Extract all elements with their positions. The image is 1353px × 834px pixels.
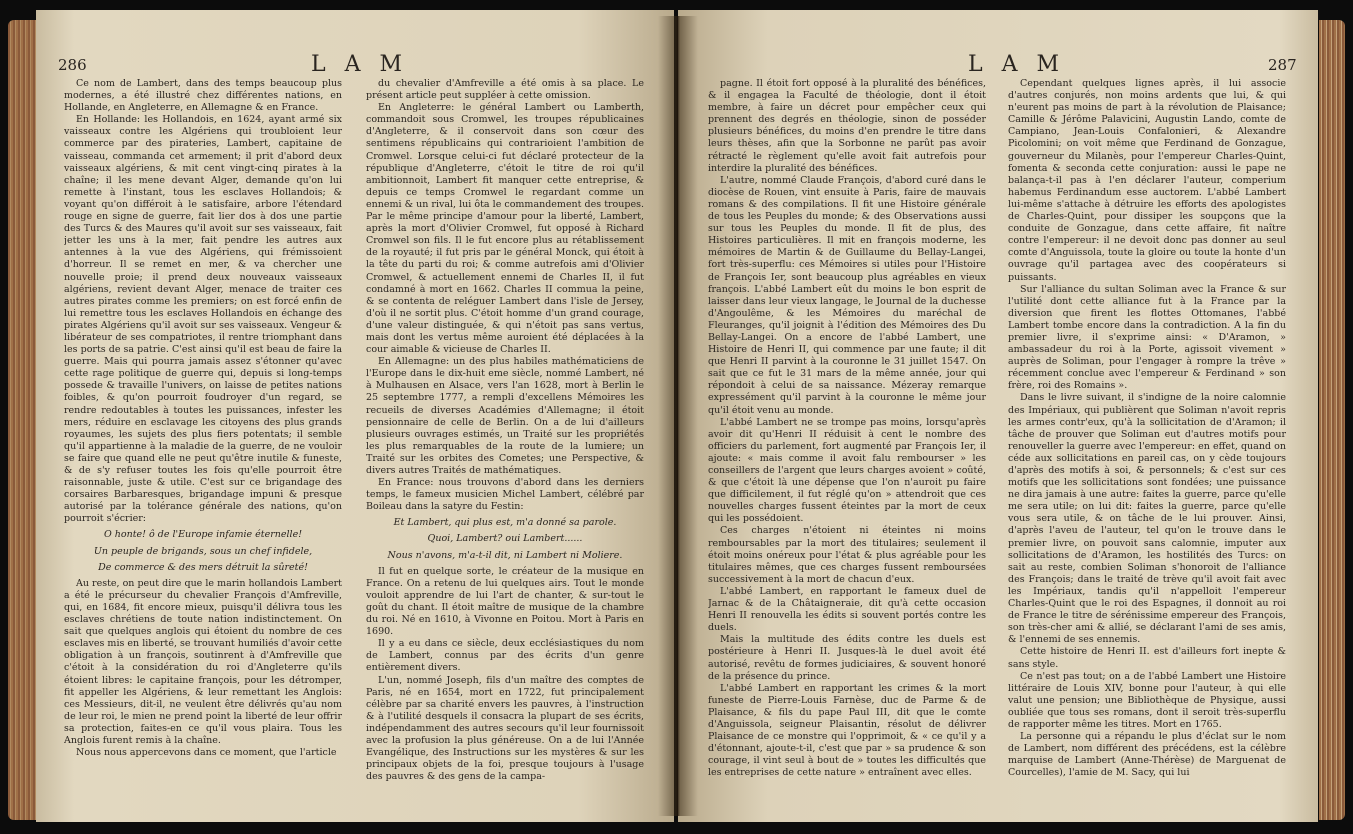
text-column-2 — [1008, 78, 1286, 808]
paragraph: Nous nous appercevons dans ce moment, que l'article — [76, 747, 337, 759]
verse-line: Un peuple de brigands, sous un chef infidele, — [93, 545, 313, 557]
book-gutter — [658, 16, 698, 816]
paragraph: L'abbé Lambert, en rapportant le fameux duel de Jarnac & de la Châtaigneraie, dit qu'à cette occasion Henri II renouvella les édits si souvent portés contre les duels. — [708, 585, 986, 634]
text-column-1 — [708, 78, 986, 808]
text-column-1 — [64, 78, 342, 798]
paragraph: En Allemagne: un des plus habiles mathématiciens de l'Europe dans le dix-huit eme siècle, nommé Lambert, né à Mulhausen en Alsace, vers l'an 1628, mort à Berlin le 25 septembre 1777, a rempli d'excellens Mémoires les recueils de diverses Académies d'Allemagne; il étoit pensionnaire de celle de Berlin. On a de lui d'ailleurs plusieurs ouvrages estimés, un Traité sur les propriétés les plus remarquables de la route de la lumiere; un Traité sur les orbites des Cometes; une Perspective, & divers autres Traités de mathématiques. — [366, 356, 644, 476]
verse-line: Et Lambert, qui plus est, m'a donné sa parole. — [393, 517, 617, 529]
paragraph: pagne. Il étoit fort opposé à la pluralité des bénéfices, & il engagea la Faculté de théologie, dont il étoit membre, à faire un décret pour empêcher ceux qui prennent des degrés en théologie, sinon de posséder plusieurs bénéfices, du moins d'en prendre le titre dans leurs thèses, afin que la Sorbonne ne parût pas avoir rétracté le règlement qu'elle avoit fait autrefois pour interdire la pluralité des bénéfices. — [708, 78, 986, 174]
paragraph: Il fut en quelque sorte, le créateur de la musique en France. On a retenu de lui quelques airs. Tout le monde vouloit apprendre de lui l'art de chanter, & sur-tout le goût du chant. Il étoit maître de musique de la chambre du roi. Né en 1610, à Vivonne en Poitou. Mort à Paris en 1690. — [366, 565, 644, 638]
page-edges-right — [1319, 20, 1345, 820]
left-page — [36, 10, 674, 822]
paragraph: La personne qui a répandu le plus d'éclat sur le nom de Lambert, nom différent des précédens, est la célèbre marquise de Lambert (Anne-Thérèse) de Marguenat de Courcelles), l'amie de M. Sacy, qui lui — [1008, 731, 1286, 779]
paragraph: Il y a eu dans ce siècle, deux ecclésiastiques du nom de Lambert, connus par des écrits d'un genre entièrement divers. — [366, 638, 644, 674]
page-edges-left — [8, 20, 38, 820]
paragraph: Mais la multitude des édits contre les duels est postérieure à Henri II. Jusques-là le duel avoit été autorisé, revêtu de formes judiciaires, & souvent honoré de la présence du prince. — [708, 634, 986, 682]
paragraph: L'autre, nommé Claude François, d'abord curé dans le diocèse de Rouen, vint ensuite à Paris, faire de mauvais romans & des compilations. Il fit une Histoire générale de tous les Peuples du monde; & des Observations aussi sur tous les Peuples du monde. Il fit de plus, des Histoires particulières. Il mit en françois moderne, les mémoires de Martin & de Guillaume du Bellay-Langei, fort très-superflu: ces Mémoires si utiles pour l'Histoire de François Ier, sont beaucoup plus agréables en vieux françois. L'abbé Lambert eût du moins le bon esprit de laisser dans leur vieux langage, le Journal de la duchesse d'Angoulême, & les Mémoires du maréchal de Fleuranges, qu'il joignit à l'édition des Mémoires des Du Bellay-Langei. On a encore de l'abbé Lambert, une Histoire de Henri II, qui commence par une faute; il dit que Henri II parvint à la couronne le 31 juillet 1547. On sait que ce fut le 31 mars de la même année, jour qui répondoit à celui de sa naissance. Mézeray remarque expressément qu'il parvint à la couronne le même jour qu'il étoit venu au monde. — [708, 174, 986, 416]
paragraph: Cependant quelques lignes après, il lui associe d'autres conjurés, non moins ardents que lui, & qui n'eurent pas moins de part à la révolution de Plaisance; Camille & Jérôme Palavicini, Augustin Lando, comte de Campiano, Jean-Louis Confalonieri, & Alexandre Picolomini; on voit même que Ferdinand de Gonzague, gouverneur du Milanès, pour l'empereur Charles-Quint, fomenta & seconda cette conjuration: aussi le pape ne balança-t-il pas à l'en déclarer l'auteur, comperium habemus Ferdinandum esse auctorem. L'abbé Lambert lui-même s'attache à détruire les efforts des apologistes de Charles-Quint, pour dissiper les soupçons que la conduite de Gonzague, dans cette affaire, fit naître contre l'empereur: il ne devoit donc pas donner au seul comte d'Anguissola, toute la gloire ou toute la honte d'un ouvrage qu'il partagea avec des coopérateurs si puissants. — [1008, 78, 1286, 283]
paragraph: Ce n'est pas tout; on a de l'abbé Lambert une Histoire littéraire de Louis XIV, bonne pour l'auteur, à qui elle valut une pension; une Bibliothèque de Physique, aussi oubliée que tous ses romans, dont il seroit très-superflu de rapporter même les titres. Mort en 1765. — [1008, 670, 1286, 730]
page-number: 287 — [1268, 56, 1297, 74]
page-number: 286 — [58, 56, 87, 74]
paragraph: Dans le livre suivant, il s'indigne de la noire calomnie des Impériaux, qui publièrent que Soliman n'avoit repris les armes contr'eux, qu'à la sollicitation de d'Aramon; il tâche de prouver que Soliman eut d'autres motifs pour renouveller la guerre avec l'empereur: en effet, quand on céde aux sollicitations en pareil cas, on y cède toujours d'après des motifs à soi, & personnels; & c'est sur ces motifs que les sollicitations sont fondées; une puissance ne dira jamais à une autre: faites la guerre, parce qu'elle me sera utile; on lui dit: faites la guerre, parce qu'elle vous sera utile, & on tâche de le lui prouver. Ainsi, d'après l'aveu de l'auteur, tel qu'on le trouve dans le premier livre, on pouvoit sans calomnie, imputer aux sollicitations de d'Aramon, les hostilités des Turcs: on sait au reste, combien Soliman s'honoroit de l'alliance des François; dans le traité de trève qu'il avoit fait avec les Impériaux, tandis qu'il n'appelloit l'empereur Charles-Quint que le roi des Espagnes, il donnoit au roi de France le titre de sérénissime empereur des François, son très-cher ami & allié, se déclarant l'ami de ses amis, & l'ennemi de ses ennemis. — [1008, 392, 1286, 646]
running-head: L A M — [311, 52, 409, 77]
verse-line: De commerce & des mers détruit la sûreté! — [98, 561, 308, 573]
paragraph: du chevalier d'Amfreville a été omis à sa place. Le présent article peut suppléer à cette omission. — [366, 78, 644, 102]
paragraph: Sur l'alliance du sultan Soliman avec la France & sur l'utilité dont cette alliance fut à la France par la diversion que firent les flottes Ottomanes, l'abbé Lambert tombe encore dans la contradiction. A la fin du premier livre, il s'exprime ainsi: « D'Aramon, » ambassadeur du roi à la Porte, agissoit vivement » auprès de Soliman, pour l'engager à rompre la trêve » récemment conclue avec l'empereur & Ferdinand » son frère, roi des Romains ». — [1008, 283, 1286, 392]
paragraph: Ce nom de Lambert, dans des temps beaucoup plus modernes, a été illustré chez différentes nations, en Hollande, en Angleterre, en Allemagne & en France. — [64, 78, 342, 114]
paragraph: Cette histoire de Henri II. est d'ailleurs fort inepte & sans style. — [1008, 646, 1286, 670]
text-column-2 — [366, 78, 644, 798]
paragraph: En Hollande: les Hollandois, en 1624, ayant armé six vaisseaux contre les Algériens qui troubloient leur commerce par des pirateries, Lambert, capitaine de vaisseau, commanda cet armement; il prit d'abord deux vaisseaux algériens, & mit cent vingt-cinq pirates à la chaîne; il les mene devant Alger, demande qu'on lui remette à l'instant, tous les esclaves Hollandois; & voyant qu'on différoit à le satisfaire, arbore l'étendard rouge en signe de guerre, fait lier dos à dos une partie des Turcs & des Maures qu'il avoit sur ses vaisseaux, fait jetter les uns à la mer, fait pendre les autres aux antennes à la vue des Algériens, qui frémissoient d'horreur. Il se remet en mer, & va chercher une nouvelle proie; il prend deux nouveaux vaisseaux algériens, revient devant Alger, menace de traiter ces autres pirates comme les premiers; on est forcé enfin de lui remettre tous les esclaves Hollandois en échange des pirates Algériens qu'il avoit sur ses vaisseaux. Vengeur & libérateur de ses compatriotes, il rentre triomphant dans les ports de sa patrie. C'est ainsi qu'il est beau de faire la guerre. Mais qui pourra jamais assez s'étonner qu'avec cette rage politique de guerre qui, depuis si long-temps possede & travaille l'univers, on laisse de petites nations foibles, & qu'on pourroit foudroyer d'un regard, se rendre redoutables à toutes les puissances, infester les mers, réduire en esclavage les citoyens des plus grands royaumes, les sujets des plus fiers potentats; il semble qu'il appartienne à la maladie de la guerre, de ne vouloir se faire que quand elle ne peut qu'être inutile & funeste, & de s'y refuser toutes les fois qu'elle pourroit être raisonnable, juste & utile. C'est sur ce brigandage des corsaires Barbaresques, brigandage impuni & presque autorisé par la tolérance générale des nations, qu'on pourroit s'écrier: — [64, 114, 342, 525]
paragraph: Ces charges n'étoient ni éteintes ni moins remboursables par la mort des titulaires; seulement il étoit moins onéreux pour l'état & plus agréable pour les titulaires mêmes, que ces charges fussent remboursées successivement à la mort de chacun d'eux. — [708, 525, 986, 585]
paragraph: L'abbé Lambert en rapportant les crimes & la mort funeste de Pierre-Louis Farnèse, duc de Parme & de Plaisance, & fils du pape Paul III, dit que le comte d'Anguissola, seigneur Plaisantin, résolut de délivrer Plaisance de ce monstre qui l'opprimoit, & « ce qu'il y a d'étonnant, ajoute-t-il, c'est que par » sa prudence & son courage, il vint seul à bout de » toutes les difficultés que les entreprises de cette nature » entraînent avec elles. — [708, 682, 986, 779]
paragraph: L'abbé Lambert ne se trompe pas moins, lorsqu'après avoir dit qu'Henri II réduisit à cent le nombre des officiers du parlement, fort augmenté par François Ier, il ajoute: « mais comme il avoit falu rembourser » les conseillers de l'argent que leurs charges avoient » coûté, & que c'étoit là une dépense que l'on n'auroit pu faire que difficilement, il fut réglé qu'on » attendroit que ces nouvelles charges fussent éteintes par la mort de ceux qui les possédoient. — [708, 416, 986, 525]
verse-line: Quoi, Lambert? oui Lambert...... — [427, 533, 583, 545]
verse-line: O honte! ô de l'Europe infamie éternelle! — [103, 529, 303, 541]
verse-line: Nous n'avons, m'a-t-il dit, ni Lambert ni Moliere. — [387, 549, 623, 561]
open-book — [8, 6, 1345, 828]
paragraph: En Angleterre: le général Lambert ou Lamberth, commandoit sous Cromwel, les troupes républicaines d'Angleterre, & il conservoit dans son cœur des sentimens républicains qui contrarioient l'ambition de Cromwel. Lorsque celui-ci fut déclaré protecteur de la république d'Angleterre, c'étoit le titre de roi qu'il ambitionnoit, Lambert fit manquer cette entreprise, & depuis ce temps Cromwel le regardant comme un ennemi & un rival, lui ôta le commandement des troupes. Par le même principe d'amour pour la liberté, Lambert, après la mort d'Olivier Cromwel, fut opposé à Richard Cromwel son fils. Il le fut encore plus au rétablissement de la royauté; il fut pris par le général Monck, qui étoit à la tête du parti du roi; & comme autrefois ami d'Olivier Cromwel, & actuellement ennemi de Charles II, il fut condamné à mort en 1662. Charles II commua la peine, & se contenta de reléguer Lambert dans l'isle de Jersey, d'où il ne sortit plus. C'étoit homme d'un grand courage, d'une valeur distinguée, & qui n'étoit pas sans vertus, mais dont les vertus même auroient été déplacées à la cour aimable & vicieuse de Charles II. — [366, 102, 644, 356]
paragraph: Au reste, on peut dire que le marin hollandois Lambert a été le précurseur du chevalier François d'Amfreville, qui, en 1684, fit encore mieux, puisqu'il délivra tous les esclaves chrétiens de toute nation indistinctement. On sait que quelques anglois qui étoient du nombre de ces esclaves mis en liberté, se trouvant humiliés d'avoir cette obligation à un françois, soutinrent à d'Amfreville que c'étoit à la considération du roi d'Angleterre qu'ils étoient libres: le capitaine françois, pour les détromper, fit appeller les Algériens, & leur remettant les Anglois: ces Messieurs, dit-il, ne veulent être délivrés qu'au nom de leur roi, le mien ne prend point la liberté de leur offrir sa protection, faites-en ce qu'il vous plaira. Tous les Anglois furent remis à la chaîne. — [64, 577, 342, 746]
right-page — [678, 10, 1318, 822]
paragraph: L'un, nommé Joseph, fils d'un maître des comptes de Paris, né en 1654, mort en 1722, fut principalement célèbre par sa charité envers les pauvres, à l'instruction & à l'utilité desquels il consacra la plupart de ses écrits, indépendamment des autres secours qu'il leur fournissoit avec la profusion la plus généreuse. On a de lui l'Année Evangélique, des Instructions sur les mystères & sur les principaux objets de la foi, presque toujours à l'usage des pauvres & des gens de la campa- — [366, 674, 644, 783]
paragraph: En France: nous trouvons d'abord dans les derniers temps, le fameux musicien Michel Lambert, célébré par Boileau dans la satyre du Festin: — [366, 477, 644, 513]
running-head: L A M — [968, 52, 1066, 77]
